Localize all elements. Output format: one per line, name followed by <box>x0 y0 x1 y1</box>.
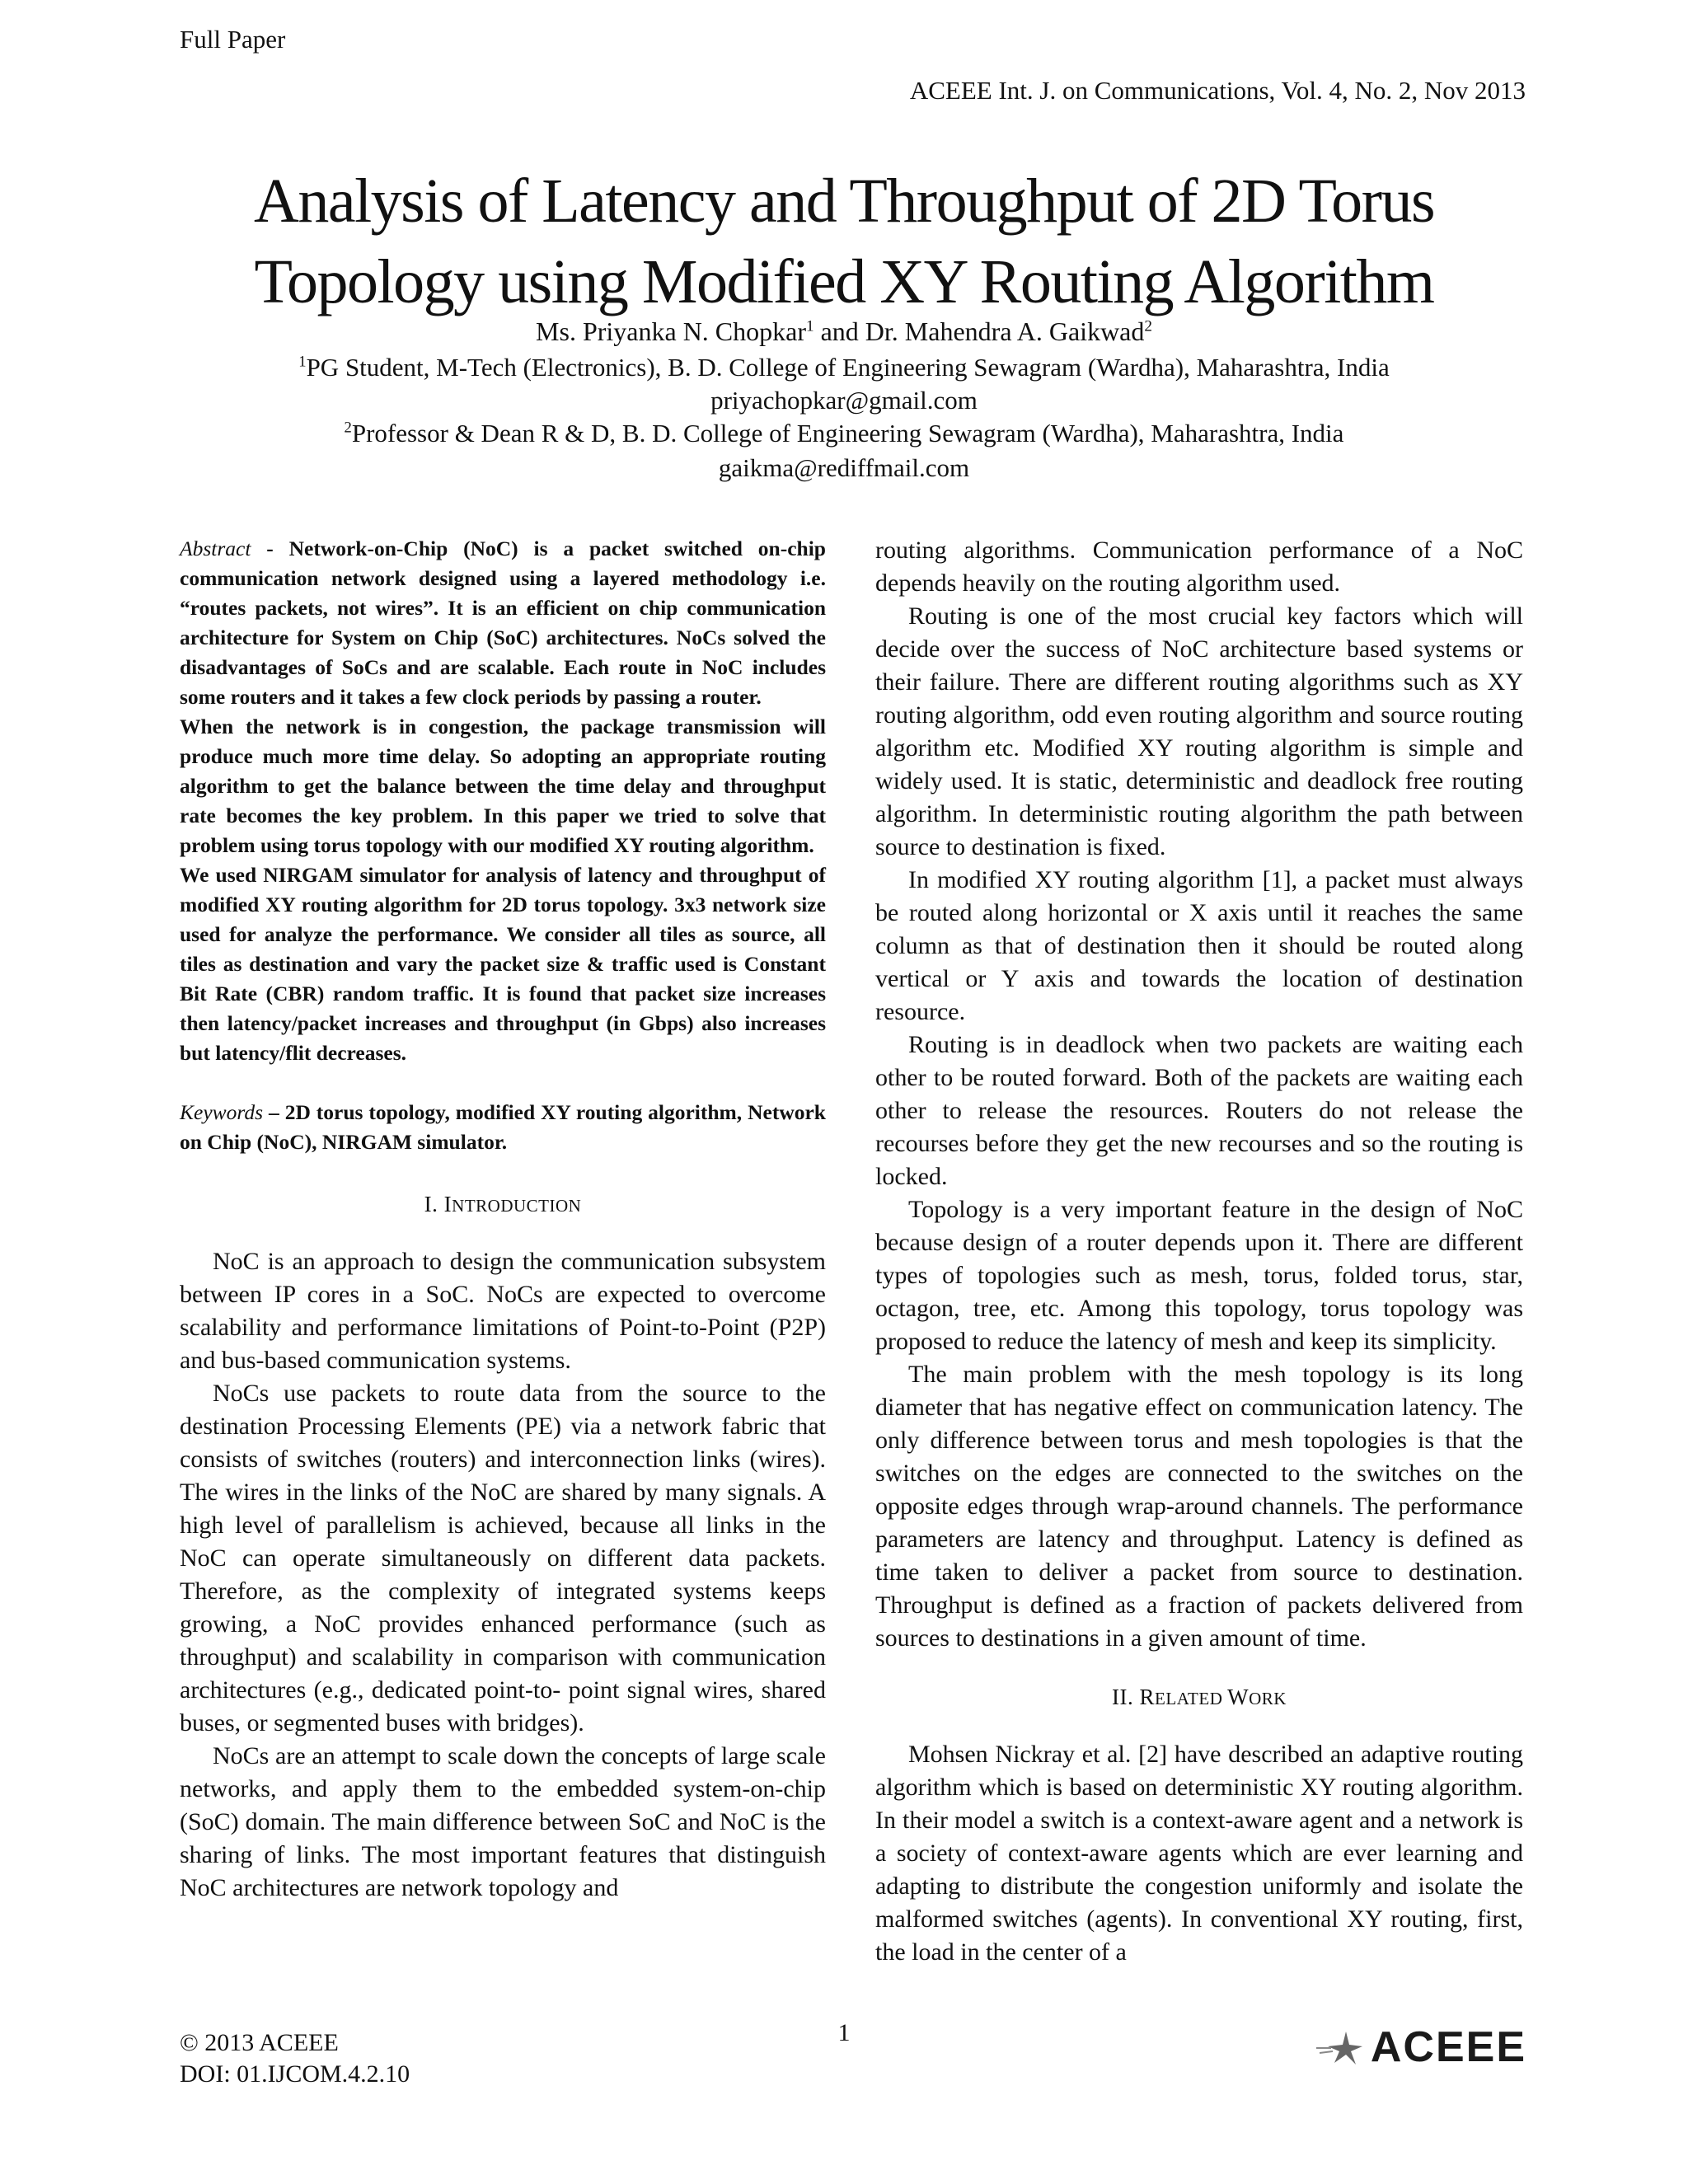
right-column <box>875 534 1523 1969</box>
doi: DOI: 01.IJCOM.4.2.10 <box>180 2060 410 2088</box>
title-line-2: Topology using Modified XY Routing Algorithm <box>254 247 1434 316</box>
aceee-logo <box>1313 2022 1526 2072</box>
abstract-paragraph-3: We used NIRGAM simulator for analysis of latency and throughput of modified XY routing algorithm for 2D torus topology. 3x3 network size used for analyze the performance. We consider all tiles as source, all tiles as destination and vary the packet size & traffic used is Constant Bit Rate (CBR) random traffic. It is found that packet size increases then latency/packet increases and throughput (in Gbps) also increases but latency/flit decreases. <box>180 863 826 1065</box>
page-number: 1 <box>837 2019 851 2046</box>
journal-citation: ACEEE Int. J. on Communications, Vol. 4, No. 2, Nov 2013 <box>909 76 1526 105</box>
intro-paragraph-1: NoC is an approach to design the communication subsystem between IP cores in a SoC. NoCs are expected to overcome scalability and performance limitations of Point-to-Point (P2P) and bus-based communication systems. <box>180 1248 826 1374</box>
title-line-1: Analysis of Latency and Throughput of 2D Torus <box>253 166 1435 236</box>
section-heading-introduction <box>180 1192 826 1217</box>
abstract-paragraph-2: When the network is in congestion, the package transmission will produce much more time delay. So adopting an appropriate routing algorithm to get the balance between the time delay and throughput rate becomes the key problem. In this paper we tried to solve that problem using torus topology with our modified XY routing algorithm. <box>180 715 826 857</box>
abstract-label: Abstract <box>180 537 251 560</box>
copyright: © 2013 ACEEE <box>180 2029 339 2056</box>
aff-2-sup: 2 <box>344 419 352 437</box>
right-paragraph-4: Topology is a very important feature in the design of NoC because design of a router depends upon it. There are different types of topologies such as mesh, torus, folded torus, star, octagon, tree, etc. Among this topology, torus topology was proposed to reduce the latency of mesh and keep its simplicity. <box>875 1196 1523 1355</box>
abstract <box>180 534 826 1068</box>
abstract-paragraph-1 <box>180 534 826 712</box>
right-paragraph-5: The main problem with the mesh topology is its long diameter that has negative effect on communication latency. The only difference between torus and mesh topologies is that the switches on the edges are connected to the switches on the opposite edges through wrap-around channels. The performance parameters are latency and throughput. Latency is defined as time taken to deliver a packet from source to destination. Throughput is defined as a fraction of packets delivered from sources to destinations in a given amount of time. <box>875 1361 1523 1652</box>
left-column <box>180 534 826 1905</box>
intro-heading-num: I. I <box>424 1192 452 1216</box>
email-1: priyachopkar@gmail.com <box>710 386 978 415</box>
affiliation-2 <box>0 419 1688 448</box>
right-paragraph-3: Routing is in deadlock when two packets are waiting each other to be routed forward. Both of the packets are waiting each other to release the resources. Routers do not release the recourses before they get the new recourses and so the routing is locked. <box>875 1031 1523 1190</box>
keywords-label: Keywords <box>180 1100 264 1124</box>
intro-heading-rest: NTRODUCTION <box>452 1196 582 1216</box>
author-1-sup: 1 <box>806 317 814 335</box>
related-heading-rest: ORK <box>1249 1689 1287 1708</box>
aff-2-text: Professor & Dean R & D, B. D. College of Engineering Sewagram (Wardha), Maharashtra, India <box>351 419 1344 448</box>
related-heading-w: W <box>1227 1685 1250 1709</box>
paper-title <box>0 161 1688 322</box>
right-paragraph-2: In modified XY routing algorithm [1], a packet must always be routed along horizontal or X axis until it reaches the same column as that of destination then it should be routed along vertical or Y axis and towards the location of destination resource. <box>875 866 1523 1025</box>
intro-paragraph-3: NoCs are an attempt to scale down the concepts of large scale networks, and apply them to the embedded system-on-chip (SoC) domain. The main difference between SoC and NoC is the sharing of links. The most important features that distinguish NoC architectures are network topology and <box>180 1742 826 1901</box>
author-2: Dr. Mahendra A. Gaikwad <box>865 316 1145 346</box>
logo-text: ACEEE <box>1370 2023 1526 2071</box>
aff-1-sup: 1 <box>298 353 307 371</box>
related-heading-mid: ELATED <box>1155 1689 1228 1708</box>
related-heading-num: II. R <box>1112 1685 1156 1709</box>
email-2: gaikma@rediffmail.com <box>718 453 970 482</box>
author-and: and <box>814 316 865 346</box>
affiliation-1 <box>0 353 1688 382</box>
header-label: Full Paper <box>180 25 286 54</box>
intro-paragraph-2: NoCs use packets to route data from the source to the destination Processing Elements (PE) via a network fabric that consists of switches (routers) and interconnection links (wires). The wires in the links of the NoC are shared by many signals. A high level of parallelism is achieved, because all links in the NoC can operate simultaneously on different data packets. Therefore, as the complexity of integrated systems keeps growing, a NoC provides enhanced performance (such as throughput) and scalability in comparison with communication architectures (e.g., dedicated point-to- point signal wires, shared buses, or segmented buses with bridges). <box>180 1380 826 1736</box>
section-heading-related-work <box>875 1685 1523 1710</box>
author-list <box>0 316 1688 347</box>
star-logo-icon <box>1313 2027 1371 2068</box>
author-2-sup: 2 <box>1144 317 1152 335</box>
related-paragraph-1: Mohsen Nickray et al. [2] have described an adaptive routing algorithm which is based on deterministic XY routing algorithm. In their model a switch is a context-aware agent and a network is a society of context-aware agents which are ever learning and adapting to distribute the congestion uniformly and isolate the malformed switches (agents). In conventional XY routing, first, the load in the center of a <box>875 1741 1523 1966</box>
keywords <box>180 1098 826 1157</box>
right-paragraph-0: routing algorithms. Communication performance of a NoC depends heavily on the routing algorithm used. <box>875 537 1523 597</box>
keywords-text: – 2D torus topology, modified XY routing algorithm, Network on Chip (NoC), NIRGAM simulator. <box>180 1100 826 1154</box>
aff-1-text: PG Student, M-Tech (Electronics), B. D. College of Engineering Sewagram (Wardha), Maharashtra, India <box>306 353 1390 382</box>
author-1: Ms. Priyanka N. Chopkar <box>536 316 806 346</box>
right-paragraph-1: Routing is one of the most crucial key factors which will decide over the success of NoC architecture based systems or their failure. There are different routing algorithms such as XY routing algorithm, odd even routing algorithm and source routing algorithm etc. Modified XY routing algorithm is simple and widely used. It is static, deterministic and deadlock free routing algorithm. In deterministic routing algorithm the path between source to destination is fixed. <box>875 602 1523 860</box>
abstract-p1-text: - Network-on-Chip (NoC) is a packet switched on-chip communication network designed using a layered methodology i.e. “routes packets, not wires”. It is an efficient on chip communication architecture for System on Chip (SoC) architectures. NoCs solved the disadvantages of SoCs and are scalable. Each route in NoC includes some routers and it takes a few clock periods by passing a router. <box>180 537 826 709</box>
